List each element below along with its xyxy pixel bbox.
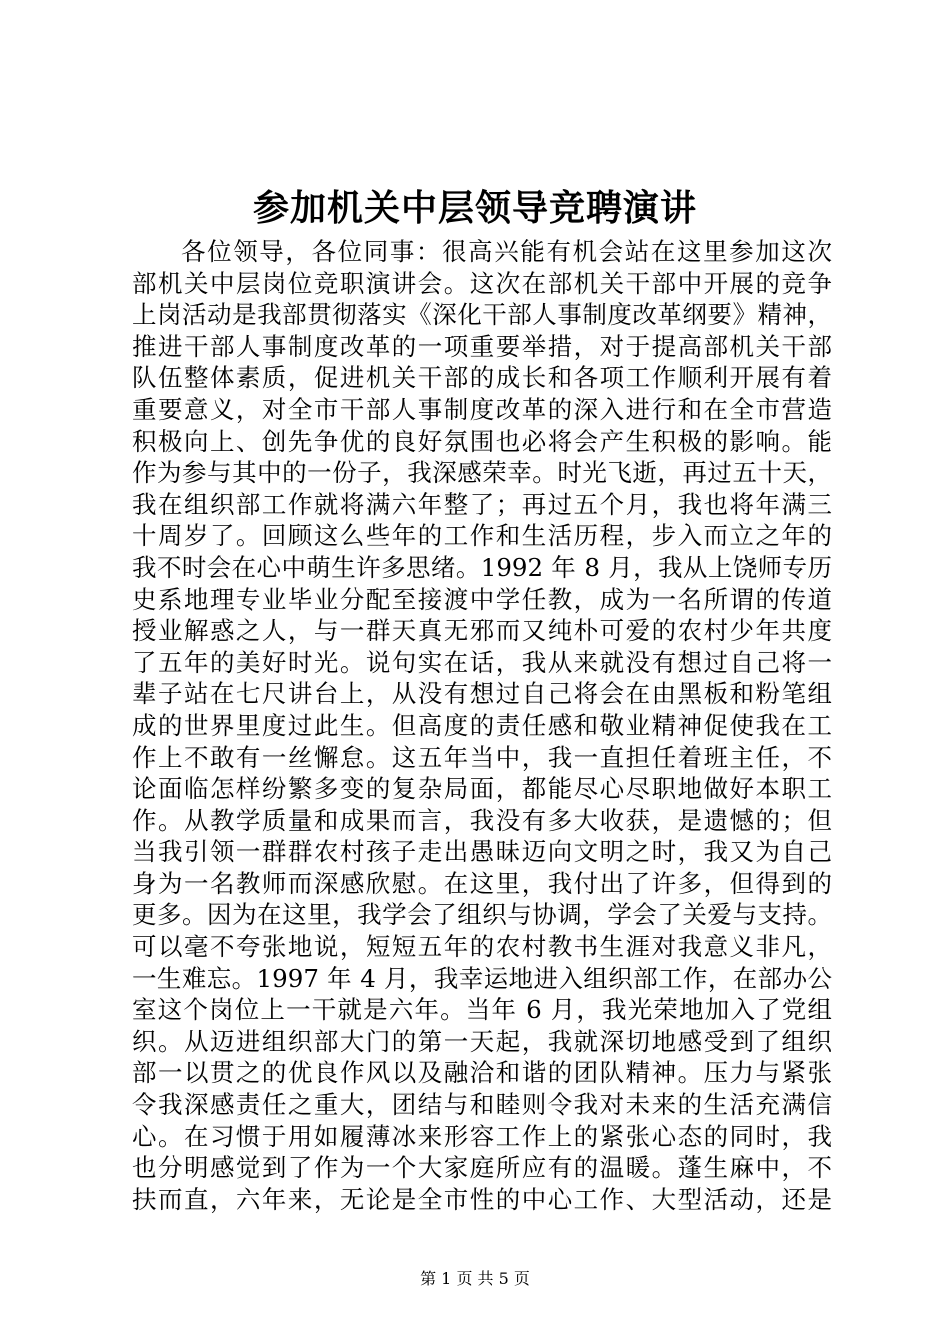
body-line: 各位领导，各位同事：很高兴能有机会站在这里参加这次 <box>181 237 832 266</box>
body-line: 我不时会在心中萌生许多思绪。1992 年 8 月，我从上饶师专历 <box>132 552 832 582</box>
body-line: 史系地理专业毕业分配至接渡中学任教，成为一名所谓的传道 <box>132 584 832 614</box>
page-indicator: 第 1 页 共 5 页 <box>420 1269 530 1288</box>
body-line: 可以毫不夸张地说，短短五年的农村教书生涯对我意义非凡， <box>132 932 832 962</box>
body-line: 重要意义，对全市干部人事制度改革的深入进行和在全市营造 <box>132 394 832 424</box>
body-line: 论面临怎样纷繁多变的复杂局面，都能尽心尽职地做好本职工 <box>132 774 832 804</box>
body-line: 当我引领一群群农村孩子走出愚昧迈向文明之时，我又为自己 <box>132 837 832 867</box>
body-line: 我在组织部工作就将满六年整了；再过五个月，我也将年满三 <box>132 489 832 519</box>
document-body <box>132 236 832 1215</box>
body-line: 部一以贯之的优良作风以及融洽和谐的团队精神。压力与紧张 <box>132 1058 832 1088</box>
body-line: 队伍整体素质，促进机关干部的成长和各项工作顺利开展有着 <box>132 363 832 393</box>
body-line: 十周岁了。回顾这么些年的工作和生活历程，步入而立之年的 <box>132 521 832 551</box>
body-line: 也分明感觉到了作为一个大家庭所应有的温暖。蓬生麻中，不 <box>132 1153 832 1183</box>
document-title: 参加机关中层领导竞聘演讲 <box>252 187 697 229</box>
body-line: 成的世界里度过此生。但高度的责任感和敬业精神促使我在工 <box>132 710 832 740</box>
body-line: 授业解惑之人，与一群天真无邪而又纯朴可爱的农村少年共度 <box>132 616 832 646</box>
body-line: 作为参与其中的一份子，我深感荣幸。时光飞逝，再过五十天， <box>132 458 832 488</box>
body-line: 上岗活动是我部贯彻落实《深化干部人事制度改革纲要》精神， <box>132 300 832 330</box>
body-line: 作上不敢有一丝懈怠。这五年当中，我一直担任着班主任，不 <box>132 742 832 772</box>
body-line: 令我深感责任之重大，团结与和睦则令我对未来的生活充满信 <box>132 1090 832 1120</box>
body-line: 了五年的美好时光。说句实在话，我从来就没有想过自己将一 <box>132 647 832 677</box>
body-line: 织。从迈进组织部大门的第一天起，我就深切地感受到了组织 <box>132 1026 832 1056</box>
body-line: 辈子站在七尺讲台上，从没有想过自己将会在由黑板和粉笔组 <box>132 679 832 709</box>
body-line: 更多。因为在这里，我学会了组织与协调，学会了关爱与支持。 <box>132 900 832 930</box>
body-line: 身为一名教师而深感欣慰。在这里，我付出了许多，但得到的 <box>132 868 832 898</box>
body-line: 一生难忘。1997 年 4 月，我幸运地进入组织部工作，在部办公 <box>132 963 832 993</box>
body-line: 室这个岗位上一干就是六年。当年 6 月，我光荣地加入了党组 <box>132 995 832 1025</box>
body-line: 推进干部人事制度改革的一项重要举措，对于提高部机关干部 <box>132 331 832 361</box>
body-line: 扶而直，六年来，无论是全市性的中心工作、大型活动，还是 <box>132 1184 832 1214</box>
body-line: 作。从教学质量和成果而言，我没有多大收获，是遗憾的；但 <box>132 805 832 835</box>
body-line: 心。在习惯于用如履薄冰来形容工作上的紧张心态的同时，我 <box>132 1121 832 1151</box>
body-line: 部机关中层岗位竞职演讲会。这次在部机关干部中开展的竞争 <box>132 268 832 298</box>
body-line: 积极向上、创先争优的良好氛围也必将会产生积极的影响。能 <box>132 426 832 456</box>
